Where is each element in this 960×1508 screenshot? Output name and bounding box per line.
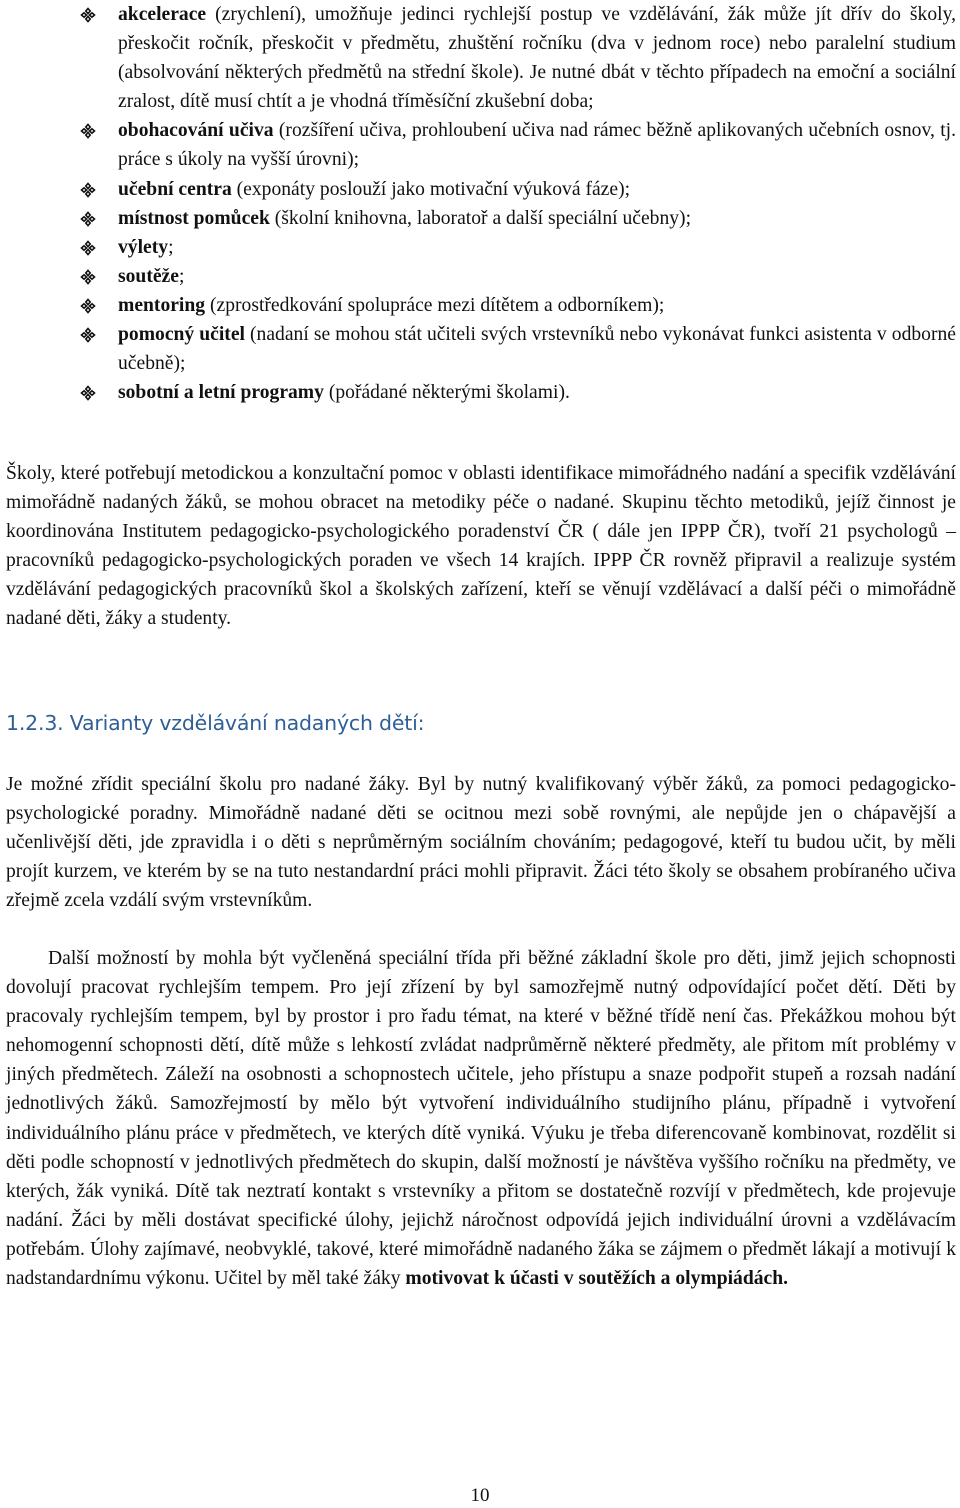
bullet-text: (pořádané některými školami). [323,382,570,404]
bullet-term: soutěže [118,265,179,287]
list-item [80,262,956,291]
diamond-bullet-icon [80,7,96,23]
paragraph-special-school: Je možné zřídit speciální školu pro nadané žáky. Byl by nutný kvalifikovaný výběr žáků, za pomoci pedagogicko-psychologické poradny. Mimořádně nadané děti se ocitnou mezi sobě rovnými, ale nepůjde jen o chápavější a učenlivější děti, jde zpravidla i o děti s neprůměrným sociálním chováním; pedagogové, kteří tu budou učit, by měli projít kurzem, ve kterém by se na tuto nestandardní práci mohli připravit. Žáci této školy se obsahem probíraného učiva zřejmě zcela vzdálí svým vrstevníkům. [6,774,956,912]
list-item [80,320,956,378]
bullet-text: (nadaní se mohou stát učiteli svých vrstevníků nebo vykonávat funkci asistenta v odborné učebně); [118,324,956,375]
bullet-text: (exponáty poslouží jako motivační výuková fáze); [231,178,631,200]
bullet-term: sobotní a letní programy [118,382,324,404]
bullet-term: místnost pomůcek [118,207,270,229]
bullet-term: učební centra [118,178,232,200]
list-item [80,233,956,262]
list-item [80,204,956,233]
diamond-bullet-icon [80,269,96,285]
bullet-term: výlety [118,236,169,258]
diamond-bullet-icon [80,298,96,314]
bullet-text: (rozšíření učiva, prohloubení učiva nad rámec běžně aplikovaných učebních osnov, tj. práce s úkoly na vyšší úrovni); [118,120,956,171]
bullet-term: obohacování učiva [118,120,274,142]
paragraph-bold-text: motivovat k účasti v soutěžích a olympiádách. [405,1268,789,1290]
diamond-bullet-icon [80,211,96,227]
section-heading: 1.2.3. Varianty vzdělávání nadaných dětí: [6,711,425,735]
bullet-text: ; [168,236,174,258]
bullet-text: ; [178,265,185,287]
diamond-bullet-icon [80,182,96,198]
diamond-bullet-icon [80,240,96,256]
paragraph-methodical-help: Školy, které potřebují metodickou a konzultační pomoc v oblasti identifikace mimořádného nadání a specifik vzdělávání mimořádně nadaných žáků, se mohou obracet na metodiky péče o nadané. Skupinu těchto metodiků, jejíž činnost je koordinována Institutem pedagogicko-psychologického poradenství ČR ( dále jen IPPP ČR), tvoří 21 psychologů – pracovníků pedagogicko-psychologických poraden ve všech 14 krajích. IPPP ČR rovněž připravil a realizuje systém vzdělávání pedagogických pracovníků škol a školských zařízení, kteří se věnují vzdělávací a další péči o mimořádně nadané děti, žáky a studenty. [6,463,956,630]
diamond-bullet-icon [80,327,96,343]
list-item [80,0,956,116]
bullet-term: akcelerace [118,4,207,25]
bullet-list [80,0,956,407]
list-item [80,378,956,407]
bullet-term: pomocný učitel [118,324,245,346]
diamond-bullet-icon [80,385,96,401]
bullet-term: mentoring [118,294,206,316]
list-item [80,175,956,204]
list-item [80,116,956,174]
paragraph-special-class [6,944,956,1293]
list-item [80,291,956,320]
bullet-text: (zrychlení), umožňuje jedinci rychlejší postup ve vzdělávání, žák může jít dřív do školy, přeskočit ročník, přeskočit v předmětu, zhuštění ročníku (dva v jednom roce) nebo paralelní studium (absolvování některých předmětů na střední škole). Je nutné dbát v těchto případech na emoční a sociální zralost, dítě musí chtít a je vhodná tříměsíční zkušební doba; [118,4,956,113]
bullet-text: (zprostředkování spolupráce mezi dítětem a odborníkem); [205,294,665,316]
page-number: 10 [470,1485,490,1506]
diamond-bullet-icon [80,123,96,139]
paragraph-text: Další možností by mohla být vyčleněná speciální třída při běžné základní škole pro děti, jimž jejich schopnosti dovolují pracovat rychlejším tempem. Pro její zřízení by byl samozřejmě nutný odpovídající počet dětí. Děti by pracovaly rychlejším tempem, byl by prostor i pro řadu témat, na které v běžné třídě není čas. Překážkou mohou být nehomogenní schopnosti dětí, dítě může s lehkostí zvládat nadprůměrně některé předměty, ale přitom mít problémy v jiných předmětech. Záleží na osobnosti a schopnostech učitele, jeho přístupu a snaze podpořit stupeň a rozsah nadání jednotlivých žáků. Samozřejmostí by mělo být vytvoření individuálního studijního plánu, případně i vytvoření individuálního plánu práce v předmětech, ve kterých dítě vyniká. Výuku je třeba diferencovaně kombinovat, rozdělit si děti podle schopností v jednotlivých předmětech do skupin, další možností je návštěva vyššího ročníku na předměty, ve kterých, žák vyniká. Dítě tak neztratí kontakt s vrstevníky a přitom se dostatečně rozvíjí v předmětech, kde projevuje nadání. Žáci by měli dostávat specifické úlohy, jejichž náročnost odpovídá jejich individuální úrovni a vzdělávacím potřebám. Úlohy zajímavé, neobvyklé, takové, které mimořádně nadaného žáka se zájmem o předmět lákají a motivují k nadstandardnímu výkonu. Učitel by měl také žáky [6,948,956,1290]
bullet-text: (školní knihovna, laboratoř a další speciální učebny); [269,207,692,229]
